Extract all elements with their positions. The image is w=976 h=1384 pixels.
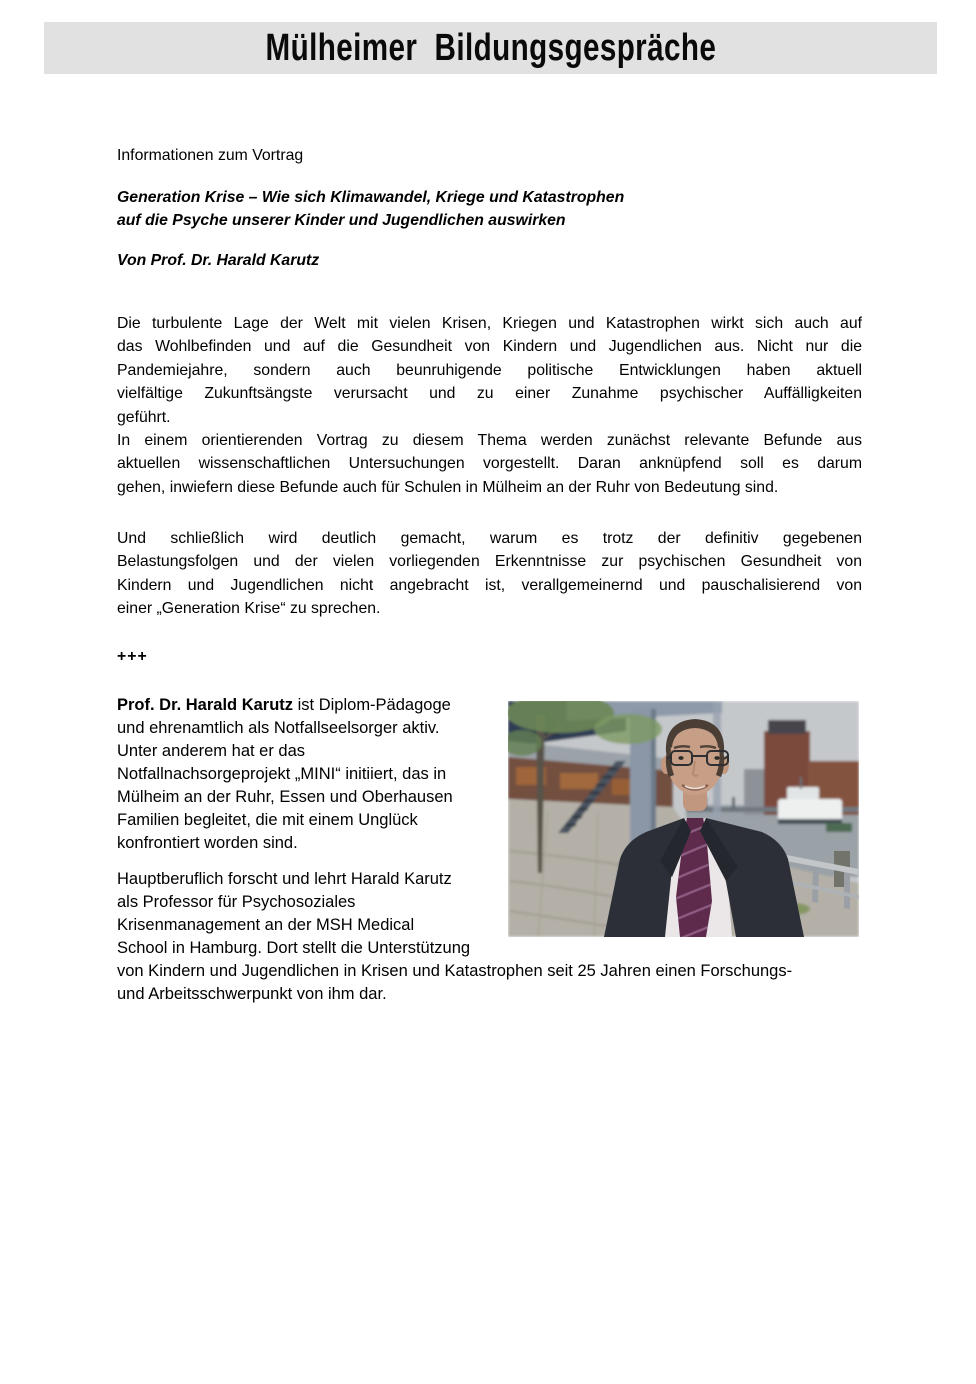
bio-line: Notfallnachsorgeprojekt „MINI“ initiiert, das in — [117, 765, 447, 783]
talk-title-line: auf die Psyche unserer Kinder und Jugendlichen auswirken — [117, 212, 566, 230]
section-separator: +++ — [117, 648, 148, 665]
paragraph-line: Belastungsfolgen und der vielen vorliegenden Erkenntnisse zur psychischen Gesundheit von — [117, 553, 862, 571]
talk-title-line: Generation Krise – Wie sich Klimawandel, Kriege und Katastrophen — [117, 189, 625, 206]
paragraph-line: einer „Generation Krise“ zu sprechen. — [117, 600, 381, 618]
paragraph-line: Kindern und Jugendlichen nicht angebracht ist, verallgemeinernd und pauschalisierend von — [117, 576, 862, 594]
talk-title — [117, 186, 862, 233]
bio-line: School in Hamburg. Dort stellt die Unterstützung — [117, 939, 471, 957]
paragraph-block-1 — [117, 312, 862, 499]
bio-line: Hauptberuflich forscht und lehrt Harald Karutz — [117, 870, 452, 888]
paragraph-line: Pandemiejahre, sondern auch beunruhigende politische Entwicklungen haben aktuell — [117, 361, 862, 379]
paragraph-line: Die turbulente Lage der Welt mit vielen Krisen, Kriegen und Katastrophen wirkt sich auch auf — [117, 315, 862, 332]
paragraph-line: Und schließlich wird deutlich gemacht, warum es trotz der definitiv gegebenen — [117, 530, 862, 547]
paragraph-line: aktuellen wissenschaftlichen Untersuchungen vorgestellt. Daran anknüpfend soll es darum — [117, 455, 862, 473]
bio-name-suffix: ist Diplom-Pädagoge — [293, 696, 451, 714]
paragraph-line: vielfältige Zukunftsängste verursacht und zu einer Zunahme psychischer Auffälligkeiten — [117, 385, 862, 403]
speaker-byline: Von Prof. Dr. Harald Karutz — [117, 252, 320, 269]
bio-line: als Professor für Psychosoziales — [117, 893, 356, 911]
paragraph-line: gehen, inwiefern diese Befunde auch für Schulen in Mülheim an der Ruhr von Bedeutung sind. — [117, 478, 779, 496]
bio-line: Unter anderem hat er das — [117, 742, 306, 760]
bio-line: und Arbeitsschwerpunkt von ihm dar. — [117, 985, 387, 1003]
bio-line: von Kindern und Jugendlichen in Krisen und Katastrophen seit 25 Jahren einen Forschungs- — [117, 962, 793, 980]
bio-line: Familien begleitet, die mit einem Unglück — [117, 811, 418, 829]
page-title: Mülheimer Bildungsgespräche — [265, 26, 716, 69]
paragraph-line: geführt. — [117, 408, 171, 426]
title-banner — [44, 22, 937, 74]
bio-line: Krisenmanagement an der MSH Medical — [117, 916, 415, 934]
bio-line: Mülheim an der Ruhr, Essen und Oberhausen — [117, 788, 453, 806]
paragraph-block-2 — [117, 527, 862, 621]
bio-line: konfrontiert worden sind. — [117, 834, 298, 852]
bio-name: Prof. Dr. Harald Karutz — [117, 696, 294, 714]
bio-line: und ehrenamtlich als Notfallseelsorger aktiv. — [117, 719, 440, 737]
intro-label: Informationen zum Vortrag — [117, 147, 304, 164]
paragraph-line: das Wohlbefinden und auf die Gesundheit von Kindern und Jugendlichen aus. Nicht nur die — [117, 338, 862, 356]
paragraph-line: In einem orientierenden Vortrag zu diesem Thema werden zunächst relevante Befunde aus — [117, 432, 862, 450]
portrait-photo — [508, 701, 859, 937]
